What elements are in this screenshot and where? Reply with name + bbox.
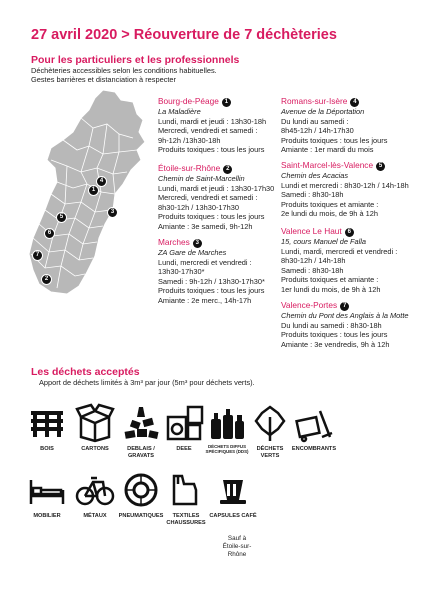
site-hours-line: 1er lundi du mois, de 9h à 12h <box>281 284 381 294</box>
site-hours-line: Samedi : 9h-12h / 13h30-17h30* <box>158 276 265 286</box>
site-number-badge: 4 <box>350 98 359 107</box>
waste-label-bois: BOIS <box>40 446 54 452</box>
waste-label-pneumatiques: PNEUMATIQUES <box>118 513 164 519</box>
site-hours-line: Samedi : 8h30-18h <box>281 265 344 275</box>
site-romans-sur-isere <box>281 96 387 155</box>
site-hours-line: Produits toxiques et amiante : <box>281 275 379 285</box>
capsule-note-line: Sauf à <box>227 535 247 542</box>
waste-label-deblais: DEBLAIS / GRAVATS <box>127 446 155 459</box>
site-address: Chemin du Pont des Anglais à la Motte <box>281 311 409 320</box>
site-address: La Maladière <box>158 107 201 116</box>
tire-icon <box>121 470 161 510</box>
section-intro-line-1: Déchèteries accessibles selon les conditions habituelles. <box>31 66 217 75</box>
waste-label-encombrants: ENCOMBRANTS <box>291 446 337 452</box>
site-hours-line: Lundi, mardi et jeudi : 13h30-17h30 <box>158 183 275 193</box>
site-number-badge: 5 <box>376 162 385 171</box>
coffee-capsule-icon <box>213 470 253 510</box>
site-hours-line: Lundi, mardi, mercredi et vendredi : <box>281 246 398 256</box>
map-marker-3[interactable]: 3 <box>107 207 118 218</box>
site-address: 15, cours Manuel de Falla <box>281 237 367 246</box>
site-hours-line: Du lundi au samedi : 8h30-18h <box>281 320 382 330</box>
site-hours-line: Produits toxiques : tous les jours <box>158 286 265 296</box>
site-address: ZA Gare de Marches <box>158 248 227 257</box>
site-address: Avenue de la Déportation <box>281 107 365 116</box>
site-hours-line: Amiante : 3e samedi, 9h-12h <box>158 221 253 231</box>
site-hours-line: Mercredi, vendredi et samedi : <box>158 126 258 136</box>
site-address: Chemin des Acacias <box>281 171 349 180</box>
site-hours-line: 8h45-12h / 14h-17h30 <box>281 126 354 136</box>
waste-label-dds: DÉCHETS DIFFUS SPÉCIFIQUES (DDS) <box>205 444 249 454</box>
shoes-icon <box>166 470 206 510</box>
site-name: Bourg-de-Péage 1 <box>158 96 266 107</box>
waste-label-cartons: CARTONS <box>81 446 109 452</box>
bulky-waste-icon <box>294 403 334 443</box>
site-name: Étoile-sur-Rhône 2 <box>158 163 274 174</box>
site-number-badge: 7 <box>340 302 349 311</box>
site-valence-portes <box>281 300 409 349</box>
site-number-badge: 3 <box>193 239 202 248</box>
site-marches <box>158 237 265 306</box>
map-marker-2[interactable]: 2 <box>41 274 52 285</box>
map-marker-6[interactable]: 6 <box>44 228 55 239</box>
site-hours-line: 13h30-17h30* <box>158 267 205 277</box>
chemicals-icon <box>207 403 247 443</box>
site-name: Marches 3 <box>158 237 265 248</box>
site-hours-line: Lundi, mercredi et vendredi : <box>158 257 252 267</box>
site-hours-line: Amiante : 3e vendredis, 9h à 12h <box>281 339 390 349</box>
site-hours-line: 2e lundi du mois, de 9h à 12h <box>281 209 378 219</box>
tree-icon <box>250 403 290 443</box>
section-dechets-intro: Apport de déchets limités à 3m³ par jour (5m³ pour déchets verts). <box>39 378 255 387</box>
waste-label-dechets-verts: DÉCHETS VERTS <box>256 446 284 459</box>
pallet-icon <box>27 403 67 443</box>
waste-label-metaux: MÉTAUX <box>83 513 107 519</box>
site-hours-line: 8h30-12h / 13h30-17h30 <box>158 202 239 212</box>
waste-label-mobilier: MOBILIER <box>33 513 61 519</box>
site-hours-line: 9h-12h /13h30-18h <box>158 135 221 145</box>
map-marker-5[interactable]: 5 <box>56 212 67 223</box>
waste-label-textiles: TEXTILES CHAUSSURES <box>166 513 206 526</box>
site-number-badge: 1 <box>222 98 231 107</box>
site-hours-line: Mercredi, vendredi et samedi : <box>158 193 258 203</box>
section-heading-dechets: Les déchets acceptés <box>31 366 140 378</box>
site-hours-line: Amiante : 1er mardi du mois <box>281 145 374 155</box>
page-title: 27 avril 2020 > Réouverture de 7 déchèteries <box>31 27 337 43</box>
site-hours-line: Produits toxiques et amiante : <box>281 199 379 209</box>
waste-label-deee: DEEE <box>176 446 192 452</box>
site-hours-line: Samedi : 8h30-18h <box>281 190 344 200</box>
map-marker-1[interactable]: 1 <box>88 185 99 196</box>
site-hours-line: Produits toxiques : tous les jours <box>158 145 265 155</box>
section-intro-line-2: Gestes barrières et distanciation à respecter <box>31 75 177 84</box>
cardboard-box-icon <box>75 403 115 443</box>
drome-map <box>23 88 151 302</box>
site-saint-marcel-les-valence <box>281 160 409 219</box>
site-hours-line: 8h30-12h / 14h-18h <box>281 256 346 266</box>
map-marker-4[interactable]: 4 <box>96 176 107 187</box>
capsule-note-line: Étoile-sur- <box>222 543 252 550</box>
section-heading-particuliers: Pour les particuliers et les professionnels <box>31 54 240 66</box>
site-hours-line: Produits toxiques : tous les jours <box>158 212 265 222</box>
site-etoile-sur-rhone <box>158 163 274 232</box>
appliances-icon <box>164 403 204 443</box>
waste-label-capsules: CAPSULES CAFÉ <box>209 513 257 519</box>
site-hours-line: Produits toxiques : tous les jours <box>281 135 388 145</box>
site-hours-line: Lundi, mardi et jeudi : 13h30-18h <box>158 116 267 126</box>
site-name: Valence Le Haut 6 <box>281 226 397 237</box>
capsule-note-line: Rhône <box>227 551 247 558</box>
site-name: Romans-sur-Isère 4 <box>281 96 387 107</box>
bicycle-icon <box>75 470 115 510</box>
site-hours-line: Amiante : 2e merc., 14h-17h <box>158 295 252 305</box>
rubble-icon <box>121 403 161 443</box>
bed-icon <box>27 470 67 510</box>
site-hours-line: Lundi et mercredi : 8h30-12h / 14h-18h <box>281 180 409 190</box>
map-marker-7[interactable]: 7 <box>32 250 43 261</box>
site-hours-line: Du lundi au samedi : <box>281 116 349 126</box>
site-bourg-de-peage <box>158 96 266 155</box>
site-name: Valence-Portes 7 <box>281 300 409 311</box>
site-valence-le-haut <box>281 226 397 295</box>
site-name: Saint-Marcel-lès-Valence 5 <box>281 160 409 171</box>
site-number-badge: 6 <box>345 228 354 237</box>
capsule-note <box>214 535 260 559</box>
site-address: Chemin de Saint-Marcellin <box>158 174 245 183</box>
site-hours-line: Produits toxiques : tous les jours <box>281 330 388 340</box>
site-number-badge: 2 <box>223 165 232 174</box>
